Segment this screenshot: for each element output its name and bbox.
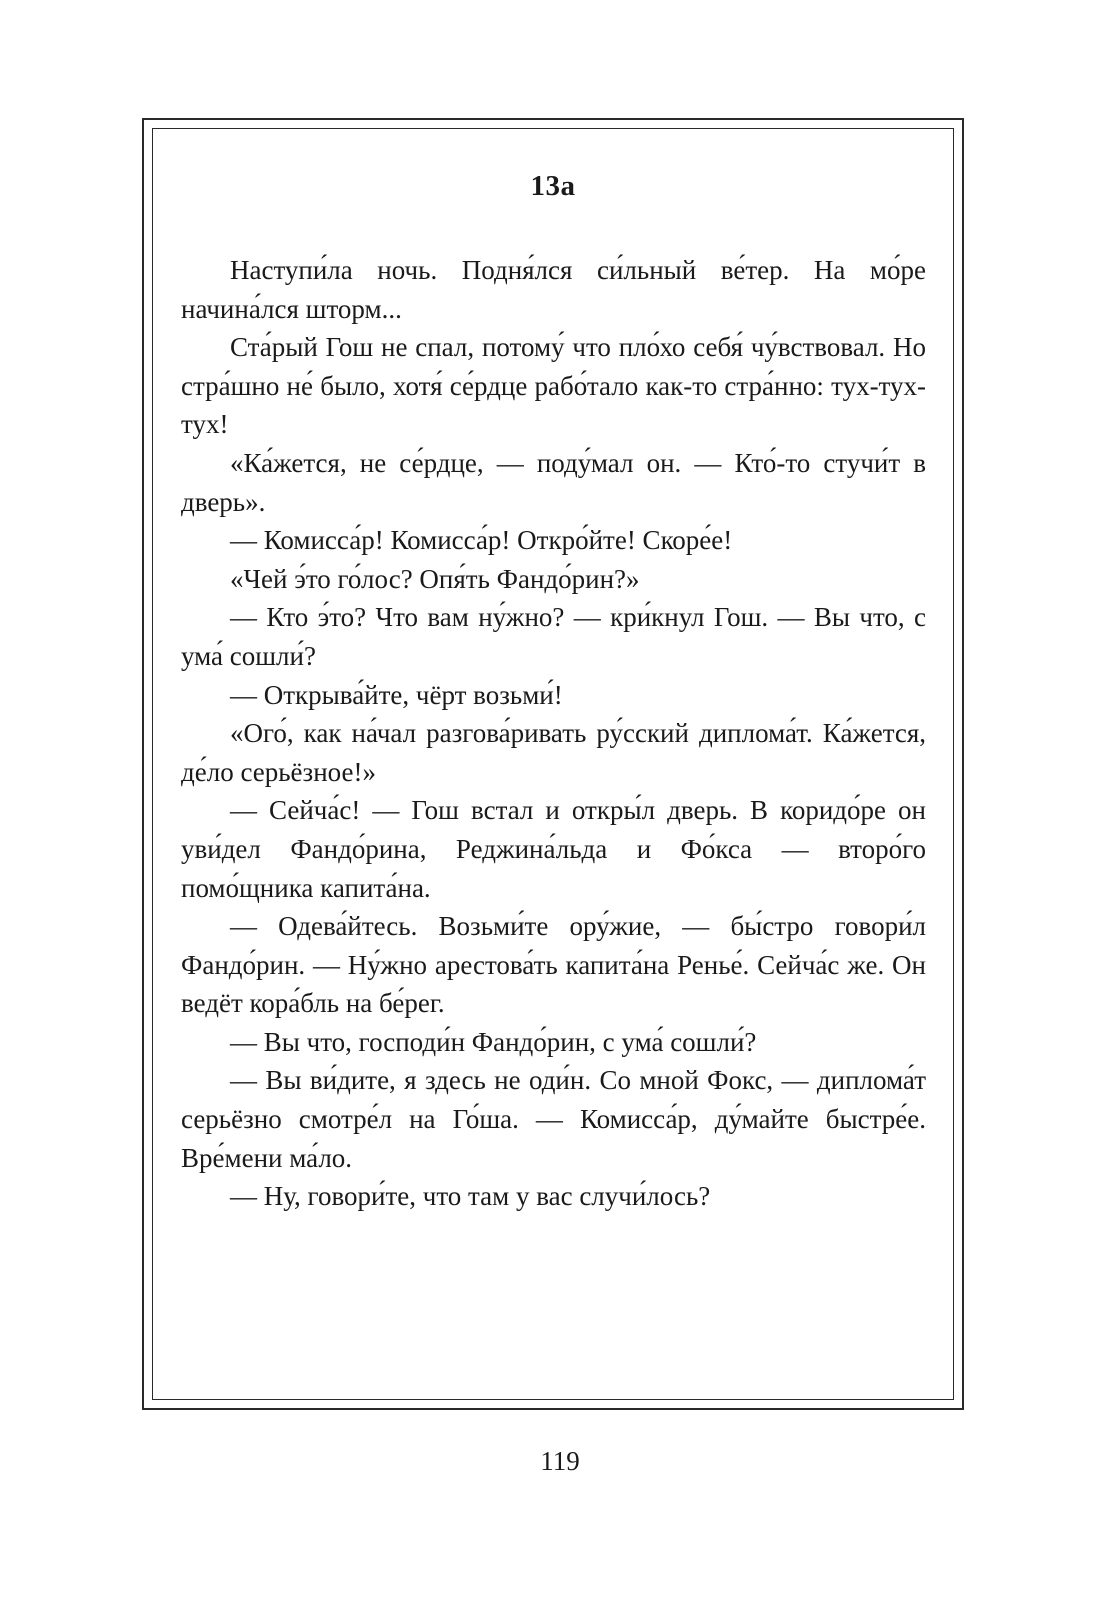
paragraph: — Комисса́р! Комисса́р! Откро́йте! Скоре́е! (230, 525, 733, 556)
paragraph: — Ну, говори́те, что там у вас случи́лось? (230, 1181, 711, 1212)
paragraph: — Вы что, господи́н Фандо́рин, с ума́ сошли́? (230, 1026, 757, 1057)
paragraph: — Одева́йтесь. Возьми́те ору́жие, — бы́стро говори́л Фандо́рин. — Ну́жно арестова́ть капита́на Ренье́. Сейча́с же. Он ведёт кора́бль на бе́рег. (181, 911, 926, 1019)
paragraph: — Сейча́с! — Гош встал и откры́л дверь. В коридо́ре он уви́дел Фандо́рина, Реджина́льда и Фо́кса — второ́го помо́щника капита́на. (181, 795, 926, 903)
paragraph: «Чей э́то го́лос? Опя́ть Фандо́рин?» (230, 563, 640, 594)
chapter-text (181, 251, 926, 1216)
paragraph: Наступи́ла ночь. Подня́лся си́льный ве́тер. На мо́ре начина́лся шторм... (181, 255, 926, 324)
paragraph: Ста́рый Гош не спал, потому́ что пло́хо себя́ чу́вствовал. Но стра́шно не́ было, хотя́ се́рдце рабо́тало как-то стра́нно: тух-тух-тух! (181, 332, 926, 440)
paragraph: — Кто э́то? Что вам ну́жно? — кри́кнул Гош. — Вы что, с ума́ сошли́? (181, 602, 926, 671)
paragraph: «Ого́, как на́чал разгова́ривать ру́сский диплома́т. Ка́жется, де́ло серьёзное!» (181, 718, 926, 787)
page-number: 119 (540, 1446, 580, 1476)
paragraph: — Открыва́йте, чёрт возьми́! (230, 679, 563, 710)
paragraph: «Ка́жется, не се́рдце, — поду́мал он. — Кто́-то стучи́т в дверь». (181, 447, 926, 517)
chapter-title: 13а (530, 170, 576, 202)
paragraph: — Вы ви́дите, я здесь не оди́н. Со мной Фокс, — диплома́т серьёзно смотре́л на Го́ша. — Комисса́р, ду́майте быстре́е. Вре́мени ма́ло. (181, 1065, 926, 1173)
